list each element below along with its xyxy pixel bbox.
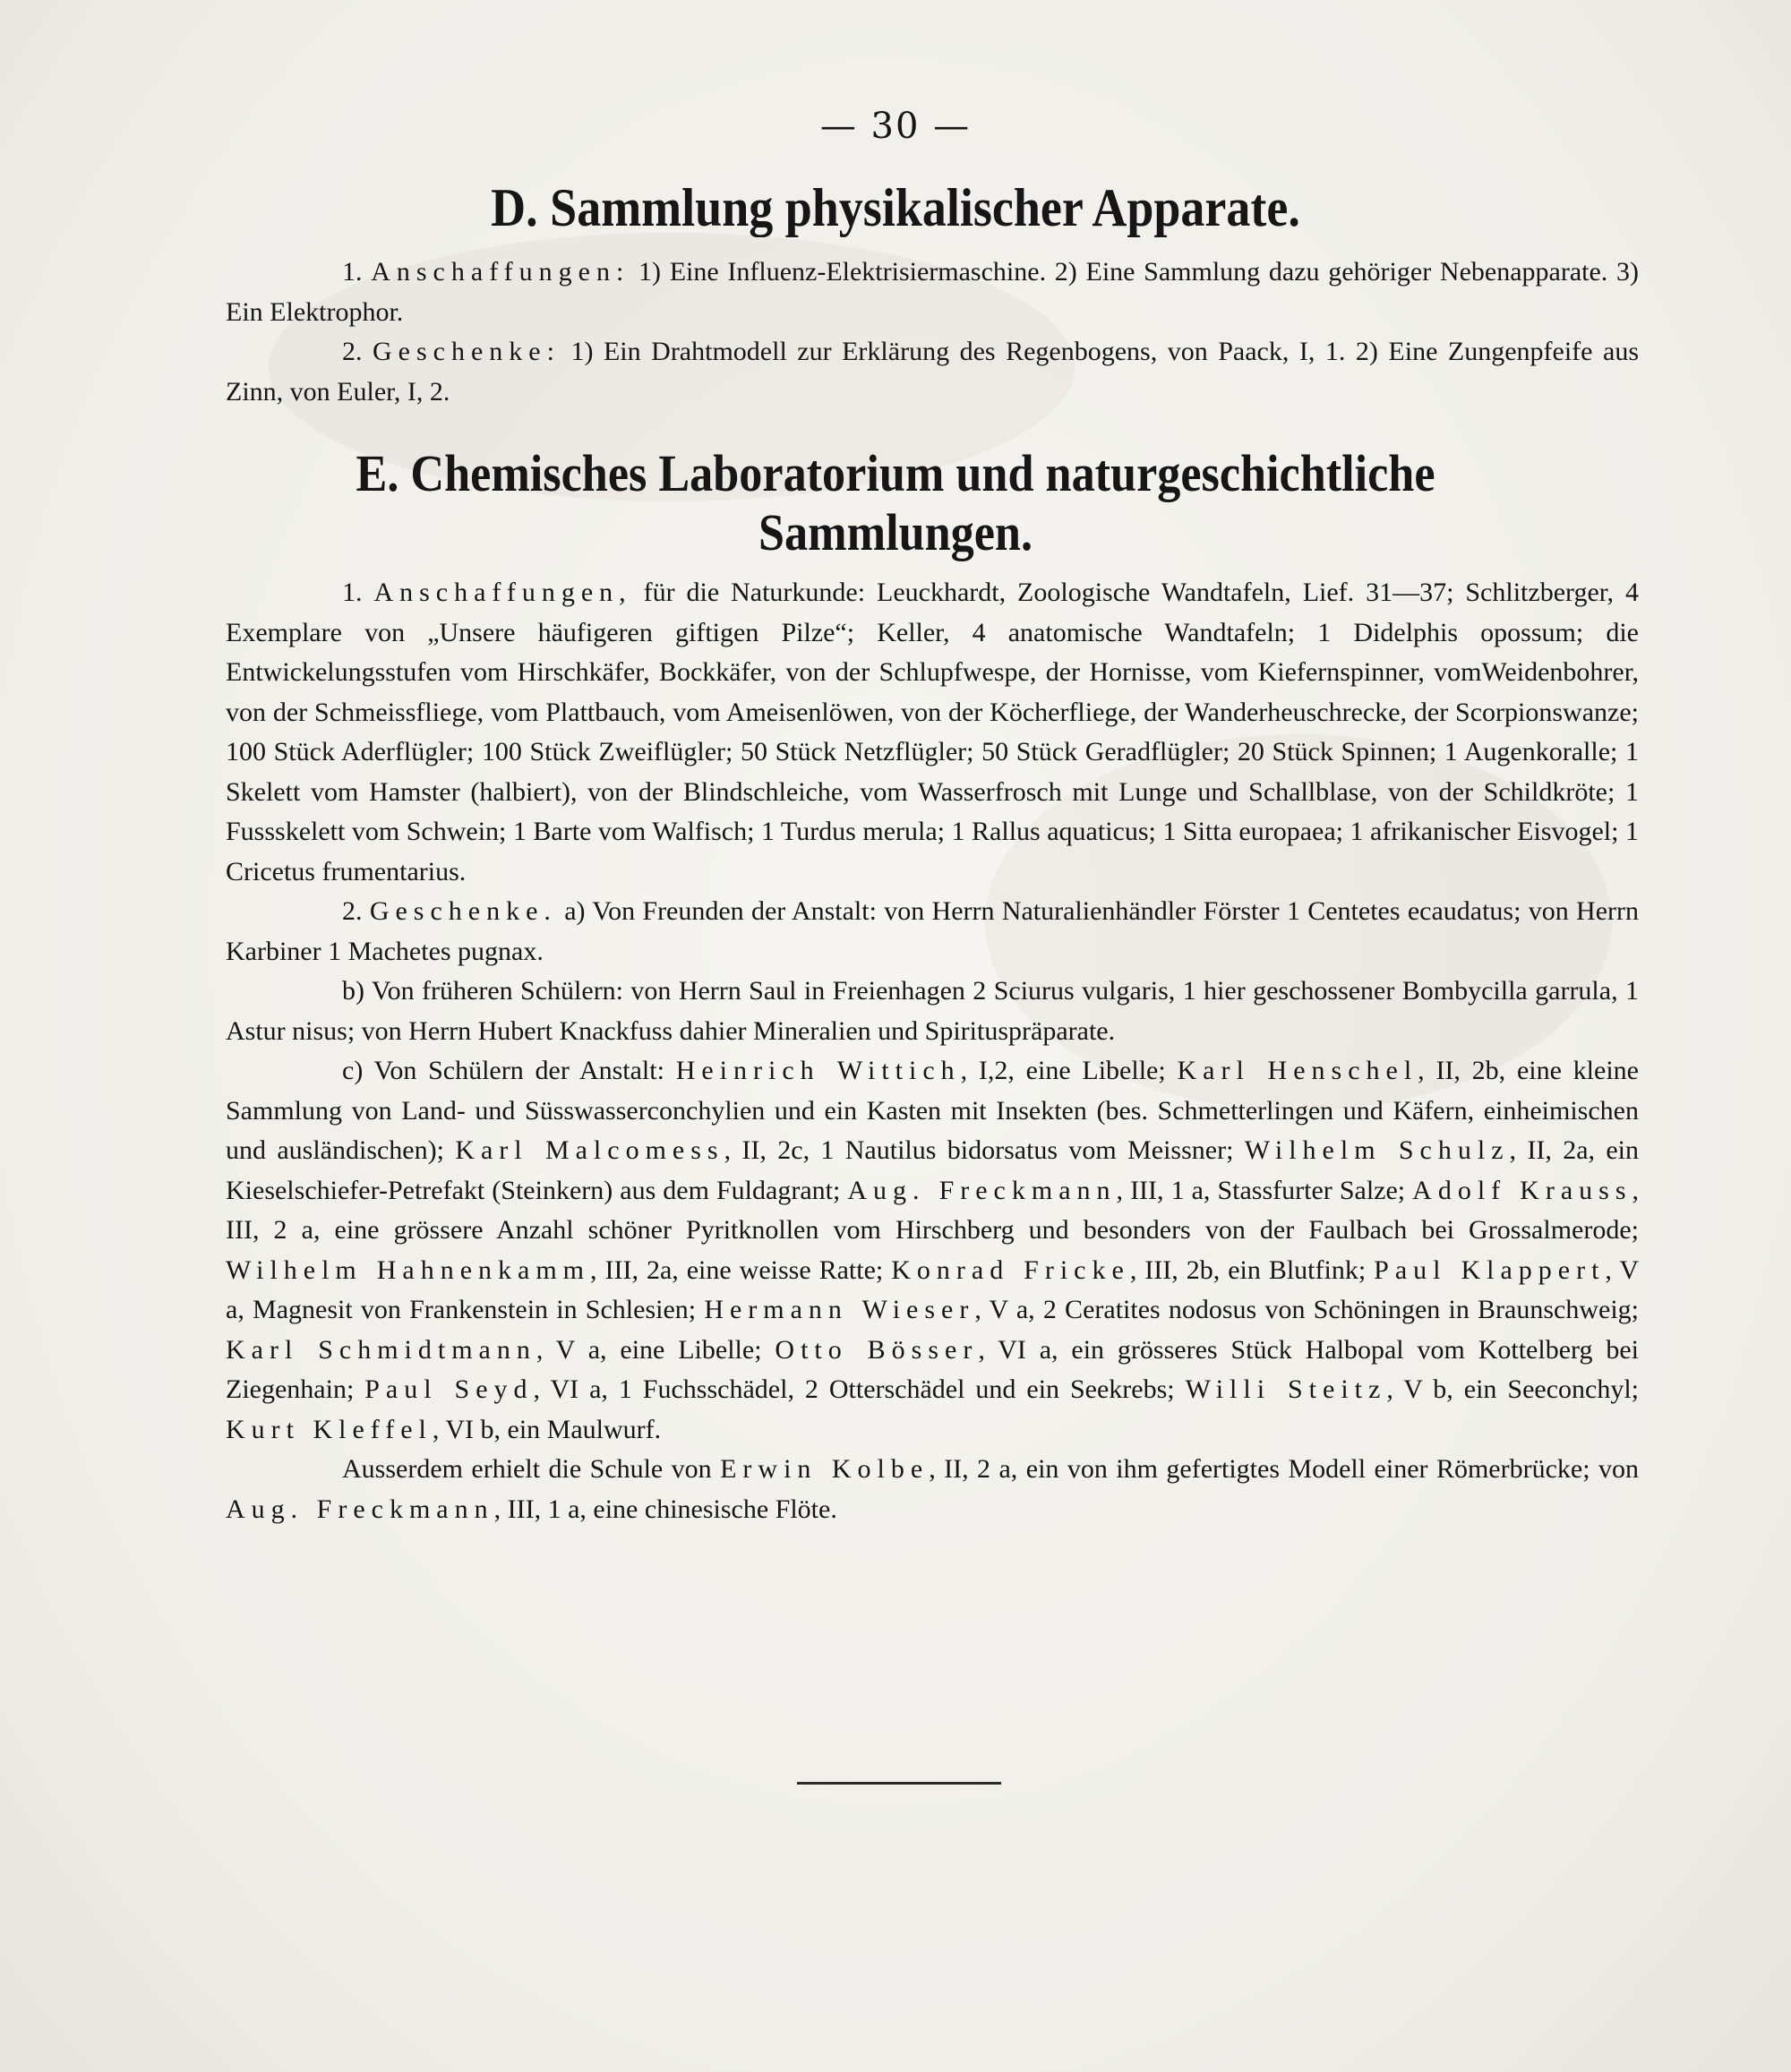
item-label: Geschenke: — [373, 337, 561, 366]
item-number: 2. — [342, 337, 363, 366]
person-name: Karl Henschel — [1177, 1056, 1418, 1085]
paragraph-text: , II, 2a, ein Kieselschiefer-Petrefakt (Steinkern) aus dem Fuldagrant; — [226, 1135, 1640, 1205]
item-number: 1. — [342, 257, 363, 287]
person-name: Paul Seyd — [364, 1374, 534, 1404]
paragraph-text: a) Von Freunden der Anstalt: von Herrn Naturalienhändler Förster 1 Centetes ecaudatus; von Herrn Karbiner 1 Machetes pugnax. — [226, 896, 1640, 966]
person-name: Erwin Kolbe — [720, 1454, 930, 1484]
person-name: Karl Schmidtmann — [226, 1334, 536, 1365]
paragraph-text: , III, 1 a, Stassfurter Salze; — [1116, 1175, 1413, 1205]
person-name: Paul Klappert — [1374, 1254, 1606, 1285]
section-d-title: D. Sammlung physikalischer Apparate. — [491, 178, 1300, 237]
paragraph — [226, 253, 1639, 332]
section-e-title-line1: E. Chemisches Laboratorium und naturgeschichtliche — [356, 444, 1435, 502]
paragraph — [226, 1051, 1639, 1450]
paragraph-text: , V a, Magnesit von Frankenstein in Schlesien; — [226, 1254, 1639, 1324]
section-e-title-line2: Sammlungen. — [758, 503, 1033, 561]
paragraph-text: , III, 1 a, eine chinesische Flöte. — [493, 1494, 837, 1524]
person-name: Wilhelm Schulz — [1244, 1135, 1510, 1165]
paragraph-text: , II, 2b, eine kleine Sammlung von Land- und Süsswasserconchylien und ein Kasten mit Insekten (bes. Schmetterlingen und Käfern, einheimischen und ausländischen); — [226, 1056, 1639, 1165]
section-e-title — [90, 444, 1701, 562]
person-name: Willi Steitz — [1185, 1374, 1387, 1404]
paragraph-text: , VI b, ein Maulwurf. — [432, 1414, 662, 1444]
paragraph-text: , V a, eine Libelle; — [536, 1334, 776, 1365]
paragraph-text: , I,2, eine Libelle; — [960, 1056, 1178, 1085]
item-label: Anschaffungen, — [373, 578, 632, 607]
paragraph-text: , VI a, 1 Fuchsschädel, 2 Otterschädel und ein Seekrebs; — [533, 1374, 1186, 1404]
person-name: Karl Malcomess — [455, 1135, 724, 1165]
paragraph-text: , II, 2 a, ein von ihm gefertigtes Modell einer Römerbrücke; von — [929, 1454, 1639, 1484]
person-name: Heinrich Wittich — [675, 1056, 961, 1085]
item-number: 1. — [342, 578, 363, 607]
paragraph — [226, 972, 1639, 1051]
page-number: — 30 — — [819, 106, 972, 147]
section-d-body — [226, 253, 1639, 412]
person-name: Aug. Freckmann — [226, 1494, 494, 1524]
item-label: Geschenke. — [369, 896, 557, 926]
person-name: Aug. Freckmann — [847, 1175, 1117, 1205]
person-name: Kurt Kleffel — [226, 1414, 433, 1444]
paragraph — [226, 1450, 1639, 1529]
person-name: Konrad Fricke — [891, 1254, 1130, 1285]
paragraph-text: 1) Eine Influenz-Elektrisiermaschine. 2) Eine Sammlung dazu gehöriger Nebenapparate. 3) Ein Elektrophor. — [226, 257, 1639, 327]
person-name: Otto Bösser — [775, 1334, 979, 1365]
paragraph-text: , III, 2a, eine weisse Ratte; — [590, 1254, 892, 1285]
paragraph-text: , III, 2b, ein Blutfink; — [1129, 1254, 1375, 1285]
paragraph-text: für die Naturkunde: Leuckhardt, Zoologische Wandtafeln, Lief. 31—37; Schlitzberger, 4 Exemplare von „Unsere häufigeren giftigen Pilze“; Keller, 4 anatomische Wandtafeln; 1 Didelphis opossum; die Entwickelungsstufen vom Hirschkäfer, Bockkäfer, von der Schlupfwespe, der Hornisse, vom Kiefernspinner, vomWeidenbohrer, von der Schmeissfliege, vom Plattbauch, vom Ameisenlöwen, von der Köcherfliege, der Wanderheuschrecke, der Scorpionswanze; 100 Stück Aderflügler; 100 Stück Zweiflügler; 50 Stück Netzflügler; 50 Stück Geradflügler; 20 Stück Spinnen; 1 Augenkoralle; 1 Skelett vom Hamster (halbiert), von der Blindschleiche, vom Wasserfrosch mit Lunge und Schallblase, von der Schildkröte; 1 Fussskelett vom Schwein; 1 Barte vom Walfisch; 1 Turdus merula; 1 Rallus aquaticus; 1 Sitta europaea; 1 afrikanischer Eisvogel; 1 Cricetus frumentarius. — [226, 578, 1639, 886]
paragraph-text: , V a, 2 Ceratites nodosus von Schöningen in Braunschweig; — [974, 1295, 1639, 1324]
paragraph-text: b) Von früheren Schülern: von Herrn Saul in Freienhagen 2 Sciurus vulgaris, 1 hier geschossener Bombycilla garrula, 1 Astur nisus; von Herrn Hubert Knackfuss dahier Mineralien und Spirituspräparate. — [226, 976, 1639, 1046]
person-name: Wilhelm Hahnenkamm — [226, 1254, 591, 1285]
paragraph-text: , III, 2 a, eine grössere Anzahl schöner Pyritknollen vom Hirschberg und besonders von der Faulbach bei Grossalmerode; — [226, 1175, 1640, 1245]
paragraph-text: , II, 2c, 1 Nautilus bidorsatus vom Meissner; — [724, 1135, 1245, 1165]
person-name: Adolf Krauss — [1412, 1175, 1632, 1205]
paragraph — [226, 332, 1639, 412]
paragraph-text: c) Von Schülern der Anstalt: — [342, 1056, 676, 1085]
paragraph-text: , V b, ein Seeconchyl; — [1386, 1374, 1639, 1404]
paragraph — [226, 573, 1639, 892]
end-rule — [797, 1782, 1001, 1785]
paragraph-text: 1) Ein Drahtmodell zur Erklärung des Regenbogens, von Paack, I, 1. 2) Eine Zungenpfeife aus Zinn, von Euler, I, 2. — [226, 337, 1639, 407]
paragraph-text: Ausserdem erhielt die Schule von — [342, 1454, 721, 1484]
item-number: 2. — [342, 896, 363, 926]
person-name: Hermann Wieser — [704, 1295, 975, 1324]
paragraph-text: , VI a, ein grösseres Stück Halbopal vom Kottelberg bei Ziegenhain; — [226, 1334, 1639, 1404]
paragraph — [226, 892, 1639, 972]
item-label: Anschaffungen: — [371, 257, 630, 287]
section-e-body — [226, 573, 1639, 1529]
